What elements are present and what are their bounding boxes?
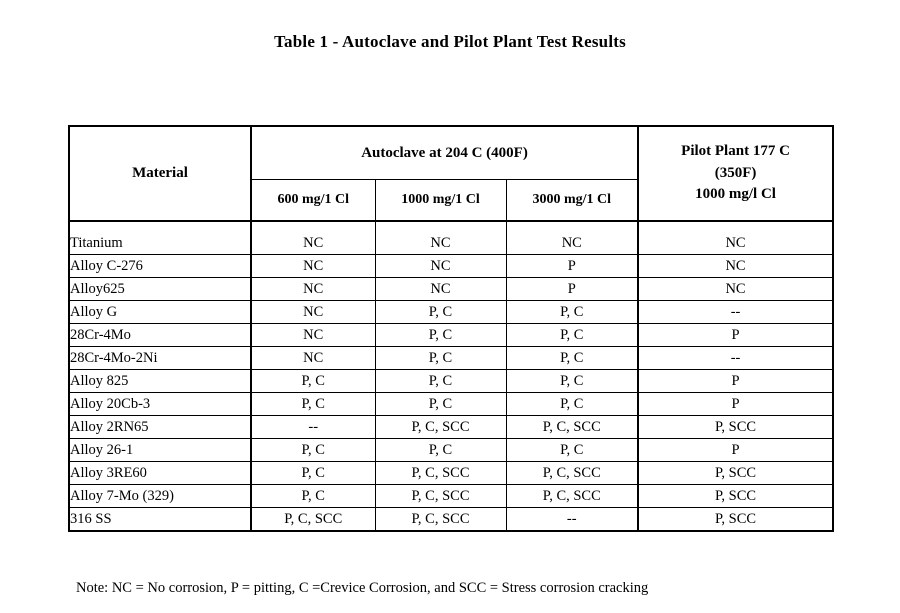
- cell-1000: P, C, SCC: [375, 416, 506, 439]
- cell-3000: --: [506, 508, 638, 532]
- table-row: [69, 324, 833, 347]
- cell-600: P, C, SCC: [251, 508, 375, 532]
- cell-pilot: P, SCC: [638, 508, 833, 532]
- cell-pilot: --: [638, 347, 833, 370]
- cell-600: NC: [251, 278, 375, 301]
- cell-material: 28Cr-4Mo: [69, 324, 251, 347]
- header-1000-mgl: 1000 mg/1 Cl: [375, 180, 506, 222]
- cell-pilot: P, SCC: [638, 462, 833, 485]
- cell-pilot: --: [638, 301, 833, 324]
- cell-pilot: P, SCC: [638, 485, 833, 508]
- cell-600: P, C: [251, 393, 375, 416]
- cell-material: Alloy 825: [69, 370, 251, 393]
- header-pilot-line-2: (350F): [714, 164, 757, 181]
- cell-pilot: NC: [638, 278, 833, 301]
- cell-1000: P, C: [375, 301, 506, 324]
- table-row: [69, 370, 833, 393]
- cell-1000: P, C, SCC: [375, 462, 506, 485]
- page-title: Table 1 - Autoclave and Pilot Plant Test Results: [274, 32, 626, 51]
- document-page: [0, 32, 900, 613]
- cell-pilot: P: [638, 370, 833, 393]
- table-row: [69, 485, 833, 508]
- table-row: [69, 439, 833, 462]
- cell-600: NC: [251, 255, 375, 278]
- cell-3000: P, C: [506, 324, 638, 347]
- cell-600: NC: [251, 221, 375, 255]
- table-body: [69, 221, 833, 531]
- cell-material: 28Cr-4Mo-2Ni: [69, 347, 251, 370]
- cell-1000: NC: [375, 221, 506, 255]
- cell-material: Alloy 2RN65: [69, 416, 251, 439]
- cell-1000: NC: [375, 278, 506, 301]
- cell-600: P, C: [251, 462, 375, 485]
- cell-material: Alloy625: [69, 278, 251, 301]
- header-pilot-line-1: Pilot Plant 177 C: [681, 142, 790, 159]
- cell-1000: P, C: [375, 370, 506, 393]
- cell-1000: P, C, SCC: [375, 508, 506, 532]
- cell-material: Alloy 20Cb-3: [69, 393, 251, 416]
- cell-3000: P, C, SCC: [506, 462, 638, 485]
- cell-material: Alloy 3RE60: [69, 462, 251, 485]
- header-autoclave-group: Autoclave at 204 C (400F): [251, 126, 638, 180]
- cell-600: P, C: [251, 370, 375, 393]
- table-note: Note: NC = No corrosion, P = pitting, C =Crevice Corrosion, and SCC = Stress corrosion cracking: [76, 580, 649, 596]
- header-3000-mgl: 3000 mg/1 Cl: [506, 180, 638, 222]
- table-row: [69, 508, 833, 532]
- cell-3000: P, C: [506, 347, 638, 370]
- cell-pilot: NC: [638, 255, 833, 278]
- table-row: [69, 347, 833, 370]
- cell-3000: P: [506, 278, 638, 301]
- cell-3000: P, C: [506, 370, 638, 393]
- header-pilot-line-3: 1000 mg/l Cl: [695, 186, 776, 203]
- cell-1000: NC: [375, 255, 506, 278]
- cell-3000: P, C: [506, 393, 638, 416]
- cell-pilot: P: [638, 324, 833, 347]
- cell-600: NC: [251, 324, 375, 347]
- cell-material: Alloy C-276: [69, 255, 251, 278]
- table-row: [69, 278, 833, 301]
- results-table-wrapper: [68, 125, 832, 532]
- cell-pilot: NC: [638, 221, 833, 255]
- table-row: [69, 221, 833, 255]
- cell-3000: P, C, SCC: [506, 416, 638, 439]
- cell-material: Alloy 7-Mo (329): [69, 485, 251, 508]
- cell-3000: P, C: [506, 439, 638, 462]
- cell-600: NC: [251, 347, 375, 370]
- cell-600: P, C: [251, 485, 375, 508]
- cell-1000: P, C: [375, 439, 506, 462]
- cell-3000: NC: [506, 221, 638, 255]
- table-row: [69, 462, 833, 485]
- cell-material: Titanium: [69, 221, 251, 255]
- table-row: [69, 301, 833, 324]
- table-row: [69, 416, 833, 439]
- cell-3000: P, C: [506, 301, 638, 324]
- cell-pilot: P: [638, 439, 833, 462]
- table-row: [69, 393, 833, 416]
- cell-1000: P, C, SCC: [375, 485, 506, 508]
- header-600-mgl: 600 mg/1 Cl: [251, 180, 375, 222]
- cell-material: Alloy 26-1: [69, 439, 251, 462]
- table-row: [69, 255, 833, 278]
- table-head: [69, 126, 833, 221]
- cell-1000: P, C: [375, 324, 506, 347]
- results-table: [68, 125, 834, 532]
- header-pilot-plant-group: [638, 126, 833, 221]
- cell-600: NC: [251, 301, 375, 324]
- cell-material: 316 SS: [69, 508, 251, 532]
- cell-600: P, C: [251, 439, 375, 462]
- cell-1000: P, C: [375, 347, 506, 370]
- cell-1000: P, C: [375, 393, 506, 416]
- cell-600: --: [251, 416, 375, 439]
- cell-pilot: P: [638, 393, 833, 416]
- cell-3000: P, C, SCC: [506, 485, 638, 508]
- header-material: Material: [69, 126, 251, 221]
- table-header-row-groups: [69, 126, 833, 180]
- cell-pilot: P, SCC: [638, 416, 833, 439]
- cell-3000: P: [506, 255, 638, 278]
- cell-material: Alloy G: [69, 301, 251, 324]
